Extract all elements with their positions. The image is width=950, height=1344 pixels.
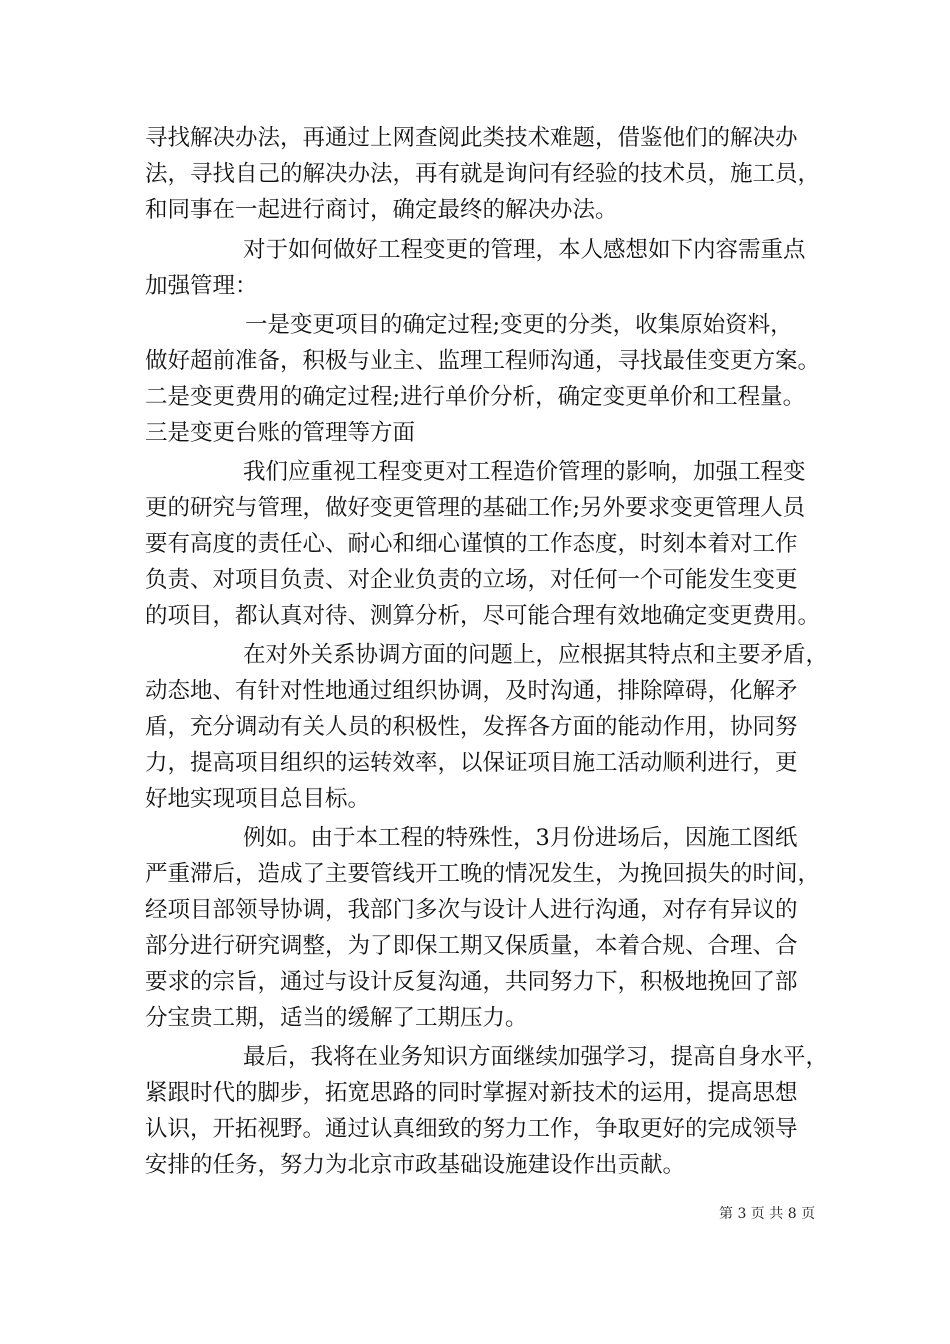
text-line: 认识，开拓视野。通过认真细致的努力工作，争取更好的完成领导	[145, 1116, 798, 1142]
text-line: 动态地、有针对性地通过组织协调，及时沟通，排除障碍，化解矛	[145, 678, 798, 704]
text-line: 更的研究与管理，做好变更管理的基础工作;另外要求变更管理人员	[145, 495, 806, 521]
text-line: 法，寻找自己的解决办法，再有就是询问有经验的技术员，施工员，	[145, 161, 821, 187]
text-line: 严重滞后，造成了主要管线开工晚的情况发生，为挽回损失的时间，	[145, 861, 821, 887]
paragraph-start-line: 我们应重视工程变更对工程造价管理的影响，加强工程变	[243, 459, 806, 485]
text-line: 分宝贵工期，适当的缓解了工期压力。	[145, 1005, 528, 1031]
text-line: 紧跟时代的脚步，拓宽思路的同时掌握对新技术的运用，提高思想	[145, 1080, 798, 1106]
paragraph-start-line: 在对外关系协调方面的问题上，应根据其特点和主要矛盾，	[243, 642, 829, 668]
paragraph-start-line: 例如。由于本工程的特殊性，3月份进场后，因施工图纸	[243, 825, 798, 851]
paragraph-start-line: 最后，我将在业务知识方面继续加强学习，提高自身水平，	[243, 1044, 829, 1070]
text-line: 盾，充分调动有关人员的积极性，发挥各方面的能动作用，协同努	[145, 714, 798, 740]
paragraph-start-line: 对于如何做好工程变更的管理，本人感想如下内容需重点	[243, 237, 806, 263]
text-line: 负责、对项目负责、对企业负责的立场，对任何一个可能发生变更	[145, 567, 798, 593]
text-line: 寻找解决办法，再通过上网查阅此类技术难题，借鉴他们的解决办	[145, 125, 798, 151]
text-line: 要求的宗旨，通过与设计反复沟通，共同努力下，积极地挽回了部	[145, 969, 798, 995]
text-line: 的项目，都认真对待、测算分析，尽可能合理有效地确定变更费用。	[145, 603, 821, 629]
text-line: 做好超前准备，积极与业主、监理工程师沟通，寻找最佳变更方案。	[145, 348, 821, 374]
text-line: 二是变更费用的确定过程;进行单价分析，确定变更单价和工程量。	[145, 384, 806, 410]
text-line: 加强管理：	[145, 273, 258, 299]
text-line: 三是变更台账的管理等方面	[145, 420, 416, 446]
page-number-footer: 第 3 页 共 8 页	[719, 1206, 816, 1222]
text-line: 好地实现项目总目标。	[145, 786, 371, 812]
paragraph-start-line: 一是变更项目的确定过程;变更的分类，收集原始资料，	[245, 312, 793, 338]
text-line: 部分进行研究调整，为了即保工期又保质量，本着合规、合理、合	[145, 933, 798, 959]
text-line: 要有高度的责任心、耐心和细心谨慎的工作态度，时刻本着对工作	[145, 531, 798, 557]
text-line: 安排的任务，努力为北京市政基础设施建设作出贡献。	[145, 1152, 686, 1178]
text-line: 经项目部领导协调，我部门多次与设计人进行沟通，对存有异议的	[145, 897, 798, 923]
text-line: 和同事在一起进行商讨，确定最终的解决办法。	[145, 197, 618, 223]
text-line: 力，提高项目组织的运转效率，以保证项目施工活动顺利进行，更	[145, 750, 798, 776]
